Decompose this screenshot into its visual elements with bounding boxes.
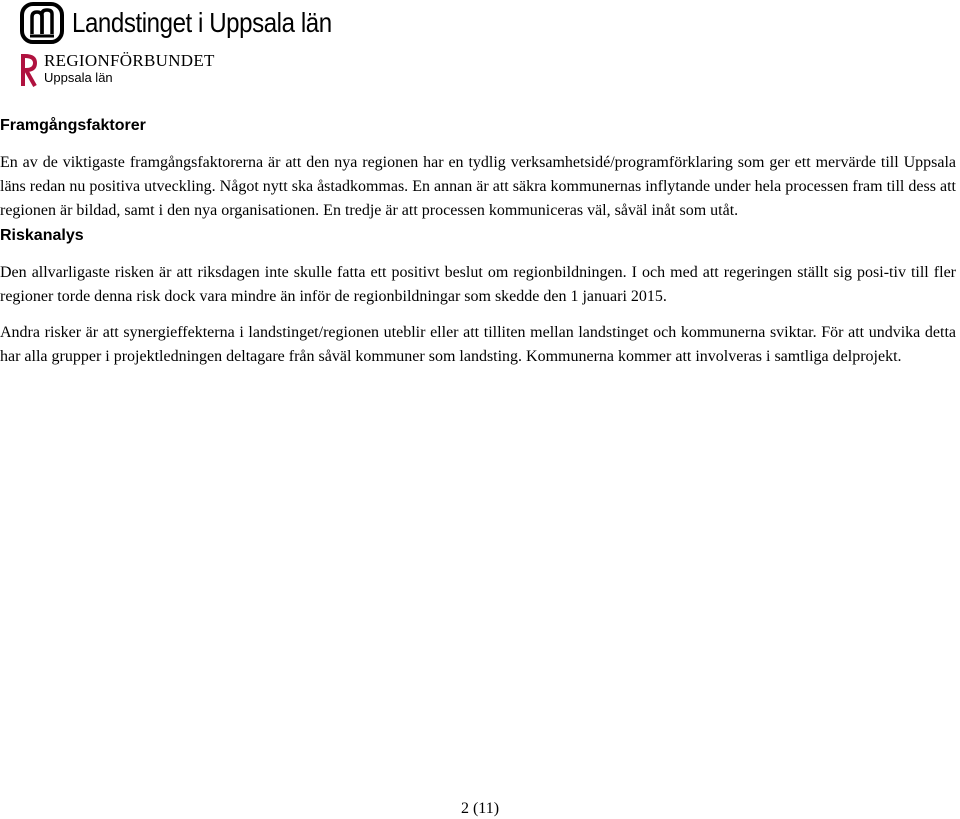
regionforbundet-logo <box>20 52 374 88</box>
regionforbundet-subtitle: Uppsala län <box>44 70 113 85</box>
paragraph-riskanalys-1: Den allvarligaste risken är att riksdagen inte skulle fatta ett positivt beslut om regionbildningen. I och med att regeringen ställt sig posi-tiv till fler regioner torde denna risk dock vara mindre än inför de regionbildningar som skedde den 1 januari 2015. <box>0 264 956 305</box>
page-number: 2 (11) <box>460 800 500 817</box>
landstinget-name: Landstinget i Uppsala län <box>72 7 332 38</box>
landstinget-emblem-icon <box>20 1 64 45</box>
document-body <box>0 114 956 369</box>
landstinget-logo <box>20 0 374 46</box>
heading-riskanalys: Riskanalys <box>0 227 84 244</box>
paragraph-framgangsfaktorer: En av de viktigaste framgångsfaktorerna är att den nya regionen har en tydlig verksamhetsidé/programförklaring som ger ett mervärde till Uppsala läns redan nu positiva utveckling. Något nytt ska åstadkommas. En annan är att säkra kommunernas inflytande under hela processen fram till dess att regionen är bildad, samt i den nya organisationen. En tredje är att processen kommuniceras väl, såväl inåt som utåt. <box>0 154 956 219</box>
regionforbundet-name: REGIONFÖRBUNDET <box>44 51 215 70</box>
regionforbundet-emblem-icon <box>20 52 38 88</box>
header-logos <box>20 0 374 88</box>
paragraph-riskanalys-2: Andra risker är att synergieffekterna i landstinget/regionen uteblir eller att tilliten mellan landstinget och kommunerna sviktar. För att undvika detta har alla grupper i projektledningen deltagare från såväl kommuner som landsting. Kommunerna kommer att involveras i samtliga delprojekt. <box>0 324 956 365</box>
heading-framgangsfaktorer: Framgångsfaktorer <box>0 117 146 134</box>
